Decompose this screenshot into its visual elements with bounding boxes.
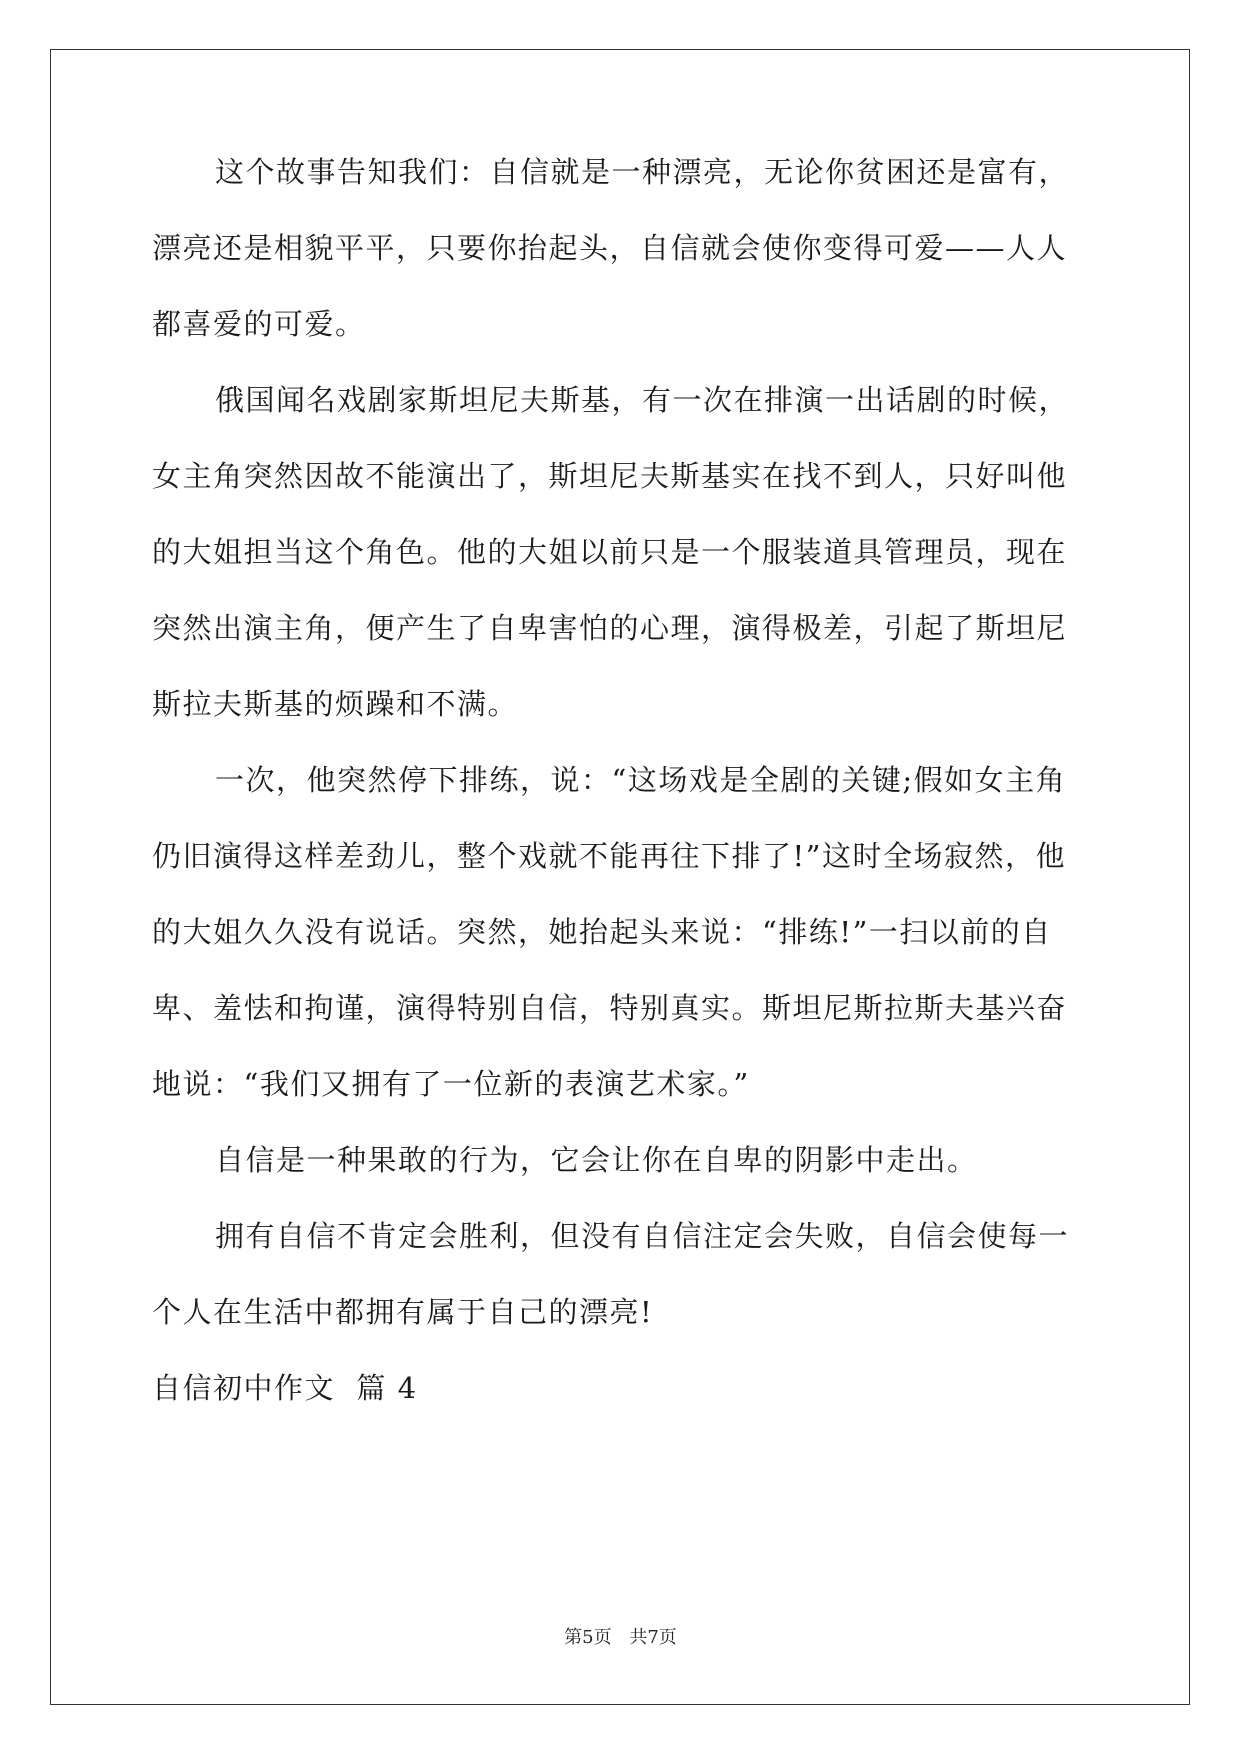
paragraph-3-line-4: 卑、羞怯和拘谨，演得特别自信，特别真实。斯坦尼斯拉斯夫基兴奋 <box>152 991 1068 1025</box>
paragraph-1-line-1: 这个故事告知我们：自信就是一种漂亮，无论你贫困还是富有， <box>215 155 1070 189</box>
page-footer <box>0 1625 1241 1651</box>
paragraph-3-line-3: 的大姐久久没有说话。突然，她抬起头来说：“排练!”一扫以前的自 <box>152 915 1052 949</box>
paragraph-4-line-1: 自信是一种果敢的行为，它会让你在自卑的阴影中走出。 <box>215 1143 978 1177</box>
paragraph-5-line-2: 个人在生活中都拥有属于自己的漂亮! <box>152 1295 654 1329</box>
paragraph-2-line-4: 突然出演主角，便产生了自卑害怕的心理，演得极差，引起了斯坦尼 <box>152 611 1068 645</box>
paragraph-1-line-3: 都喜爱的可爱。 <box>152 307 366 341</box>
page-total: 共7页 <box>629 1627 677 1648</box>
paragraph-3-line-5: 地说：“我们又拥有了一位新的表演艺术家。” <box>152 1067 750 1101</box>
page-border <box>50 49 1190 1705</box>
page-number: 第5页 <box>564 1627 612 1648</box>
paragraph-5-line-1: 拥有自信不肯定会胜利，但没有自信注定会失败，自信会使每一 <box>215 1219 1070 1253</box>
paragraph-1-line-2: 漂亮还是相貌平平，只要你抬起头，自信就会使你变得可爱——人人 <box>152 231 1068 265</box>
paragraph-3-line-2: 仍旧演得这样差劲儿，整个戏就不能再往下排了!”这时全场寂然，他 <box>152 839 1066 873</box>
paragraph-2-line-5: 斯拉夫斯基的烦躁和不满。 <box>152 687 519 721</box>
paragraph-2-line-3: 的大姐担当这个角色。他的大姐以前只是一个服装道具管理员，现在 <box>152 535 1068 569</box>
paragraph-3-line-1: 一次，他突然停下排练，说：“这场戏是全剧的关键;假如女主角 <box>215 763 1067 797</box>
paragraph-2-line-1: 俄国闻名戏剧家斯坦尼夫斯基，有一次在排演一出话剧的时候， <box>215 383 1070 417</box>
section-heading: 自信初中作文 篇 4 <box>152 1371 418 1405</box>
paragraph-2-line-2: 女主角突然因故不能演出了，斯坦尼夫斯基实在找不到人，只好叫他 <box>152 459 1068 493</box>
